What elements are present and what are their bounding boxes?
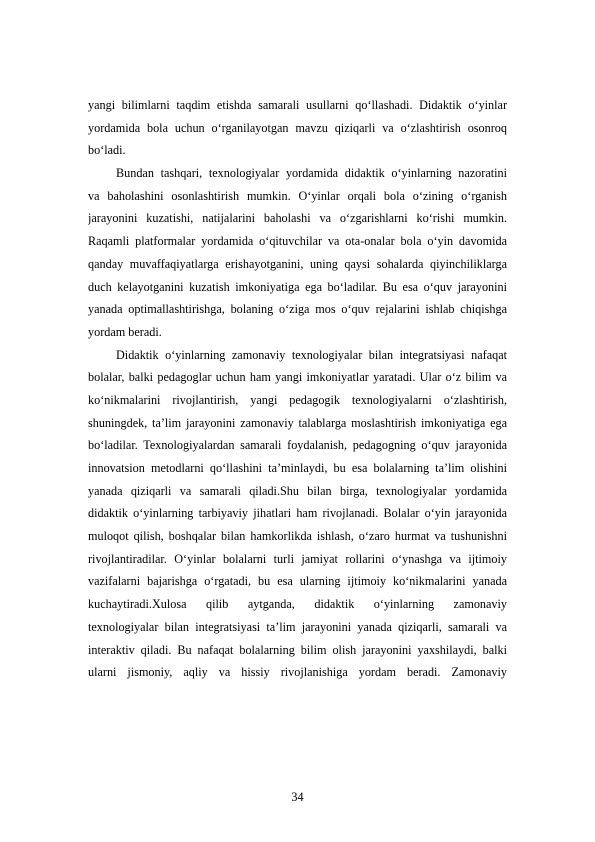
page-number: 34 [291,790,304,804]
text-line: yanada optimallashtirishga, bolaning o‘ziga mos o‘quv rejalarini ishlab chiqishga [88,302,507,317]
text-line: yordamida bola uchun o‘rganilayotgan mavzu qiziqarli va o‘zlashtirish osonroq [88,120,507,135]
text-line: vazifalarni bajarishga o‘rgatadi, bu esa ularning ijtimoiy ko‘nikmalarini yanada [88,574,507,589]
text-line: didaktik o‘yinlarning tarbiyaviy jihatlari ham rivojlanadi. Bolalar o‘yin jarayonida [88,506,507,521]
text-line: Raqamli platformalar yordamida o‘qituvchilar va ota-onalar bola o‘yin davomida [88,234,507,249]
text-line: va baholashini osonlashtirish mumkin. O‘yinlar orqali bola o‘zining o‘rganish [88,188,507,203]
text-line: qanday muvaffaqiyatlarga erishayotganini, uning qaysi sohalarda qiyinchiliklarga [88,256,507,271]
text-line: yanada qiziqarli va samarali qiladi.Shu bilan birga, texnologiyalar yordamida [88,483,507,498]
text-line: duch kelayotganini kuzatish imkoniyatiga ega bo‘ladilar. Bu esa o‘quv jarayonini [88,279,507,294]
text-line: jarayonini kuzatishi, natijalarini baholashi va o‘zgarishlarni ko‘rishi mumkin. [88,211,507,226]
text-line: Didaktik o‘yinlarning zamonaviy texnologiyalar bilan integratsiyasi nafaqat [116,347,507,362]
text-line: rivojlantiradilar. O‘yinlar bolalarni turli jamiyat rollarini o‘ynashga va ijtimoiy [88,551,507,566]
text-line: bo‘ladi. [88,143,126,158]
text-line: yordam beradi. [88,324,162,339]
text-line: bo‘ladilar. Texnologiyalardan samarali foydalanish, pedagogning o‘quv jarayonida [88,438,507,453]
text-line: bolalar, balki pedagoglar uchun ham yangi imkoniyatlar yaratadi. Ular o‘z bilim va [88,370,507,385]
text-line: innovatsion metodlarni qo‘llashini ta’minlaydi, bu esa bolalarning ta’lim olishini [88,461,507,475]
text-line: Bundan tashqari, texnologiyalar yordamida didaktik o‘yinlarning nazoratini [116,166,507,181]
text-line: texnologiyalar bilan integratsiyasi ta’lim jarayonini yanada qiziqarli, samarali va [88,619,507,634]
text-line: ko‘nikmalarini rivojlantirish, yangi pedagogik texnologiyalarni o‘zlashtirish, [88,392,507,407]
text-line: interaktiv qiladi. Bu nafaqat bolalarning bilim olish jarayonini yaxshilaydi, balki [88,642,507,657]
text-line: yangi bilimlarni taqdim etishda samarali usullarni qo‘llashadi. Didaktik o‘yinlar [88,98,507,112]
text-line: muloqot qilish, boshqalar bilan hamkorlikda ishlash, o‘zaro hurmat va tushunishni [88,529,507,544]
text-line: kuchaytiradi.Xulosa qilib aytganda, didaktik o‘yinlarning zamonaviy [88,597,507,612]
text-line: ularni jismoniy, aqliy va hissiy rivojlanishiga yordam beradi. Zamonaviy [88,665,507,680]
page-body [88,94,507,684]
text-line: shuningdek, ta’lim jarayonini zamonaviy talablarga moslashtirish imkoniyatiga ega [88,415,507,430]
